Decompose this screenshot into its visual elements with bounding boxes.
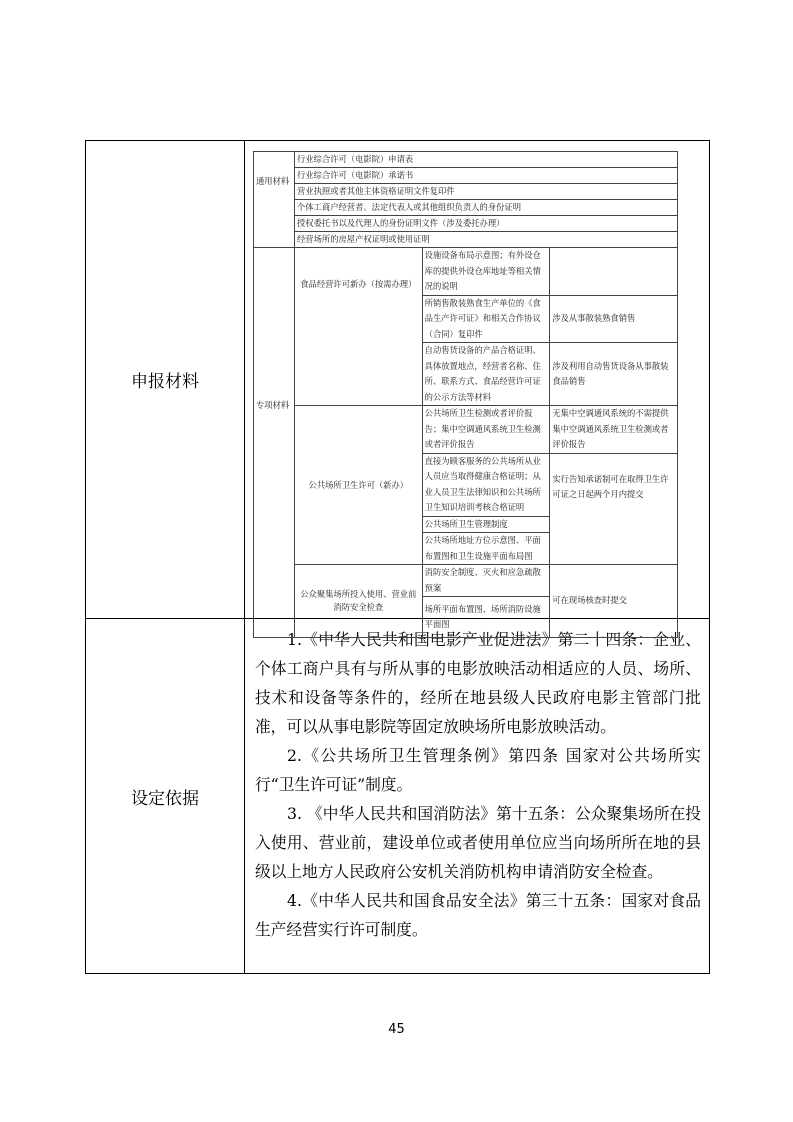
general-item: 经营场所的房屋产权证明或使用证明 <box>295 232 678 248</box>
general-item: 行业综合许可（电影院）申请表 <box>295 152 678 168</box>
general-item: 营业执照或者其他主体资格证明文件复印件 <box>295 184 678 200</box>
basis-paragraph: 2.《公共场所卫生管理条例》第四条 国家对公共场所实行“卫生许可证”制度。 <box>255 746 701 794</box>
special-category: 专项材料 <box>254 248 295 638</box>
health-doc: 公共场所卫生管理制度 <box>422 516 550 533</box>
general-item: 个体工商户经营者、法定代表人或其他组织负责人的身份证明 <box>295 200 678 216</box>
basis-paragraph: 3. 《中华人民共和国消防法》第十五条：公众聚集场所在投入使用、营业前，建设单位或者使用单位应当向场所所在地的县级以上地方人民政府公安机关消防机构申请消防安全检查。 <box>255 804 701 881</box>
materials-label: 申报材料 <box>86 141 245 619</box>
basis-paragraph: 1.《中华人民共和国电影产业促进法》第二十四条：企业、个体工商户具有与所从事的电影放映活动相适应的人员、场所、技术和设备等条件的，经所在地县级人民政府电影主管部门批准，可以从事电影院等固定放映场所电影放映活动。 <box>255 630 701 736</box>
food-license-label: 食品经营许可新办（按需办理） <box>295 248 423 406</box>
materials-row <box>86 141 710 619</box>
food-note <box>550 248 678 296</box>
fire-check-label: 公众聚集场所投入使用、营业前消防安全检查 <box>295 565 423 638</box>
fire-note: 可在现场核查时提交 <box>550 565 678 638</box>
materials-table <box>253 151 678 638</box>
general-item: 授权委托书以及代理人的身份证明文件（涉及委托办理） <box>295 216 678 232</box>
health-doc: 直接为顾客服务的公共场所从业人员应当取得健康合格证明；从业人员卫生法律知识和公共场所卫生知识培训考核合格证明 <box>422 453 550 516</box>
fire-doc: 场所平面布置图、场所消防设施平面图 <box>422 597 550 638</box>
food-note: 涉及从事散装熟食销售 <box>550 295 678 343</box>
materials-content <box>245 141 710 629</box>
basis-label: 设定依据 <box>86 619 245 974</box>
fire-doc: 消防安全制度、灭火和应急疏散预案 <box>422 565 550 597</box>
food-doc: 所销售散装熟食生产单位的《食品生产许可证》和相关合作协议（合同）复印件 <box>422 295 550 343</box>
page-number: 45 <box>388 1022 405 1037</box>
general-category: 通用材料 <box>254 152 295 248</box>
health-doc: 公共场所地址方位示意图、平面布置图和卫生设施平面布局图 <box>422 533 550 565</box>
food-doc: 自动售货设备的产品合格证明、具体放置地点，经营者名称、住所、联系方式、食品经营许可证的公示方法等材料 <box>422 343 550 406</box>
health-doc: 公共场所卫生检测或者评价报告；集中空调通风系统卫生检测或者评价报告 <box>422 406 550 454</box>
health-license-label: 公共场所卫生许可（新办） <box>295 406 423 565</box>
health-note: 无集中空调通风系统的不需提供集中空调通风系统卫生检测或者评价报告 <box>550 406 678 454</box>
permit-table <box>85 140 710 974</box>
food-doc: 设施设备布局示意图；有外设仓库的提供外设仓库地址等相关情况的说明 <box>422 248 550 296</box>
basis-row <box>86 619 710 974</box>
food-note: 涉及利用自动售货设备从事散装食品销售 <box>550 343 678 406</box>
basis-content <box>245 619 710 974</box>
basis-paragraph: 4.《中华人民共和国食品安全法》第三十五条：国家对食品生产经营实行许可制度。 <box>255 891 701 939</box>
health-note: 实行告知承诺制可在取得卫生许可证之日起两个月内提交 <box>550 453 678 565</box>
general-item: 行业综合许可（电影院）承诺书 <box>295 168 678 184</box>
